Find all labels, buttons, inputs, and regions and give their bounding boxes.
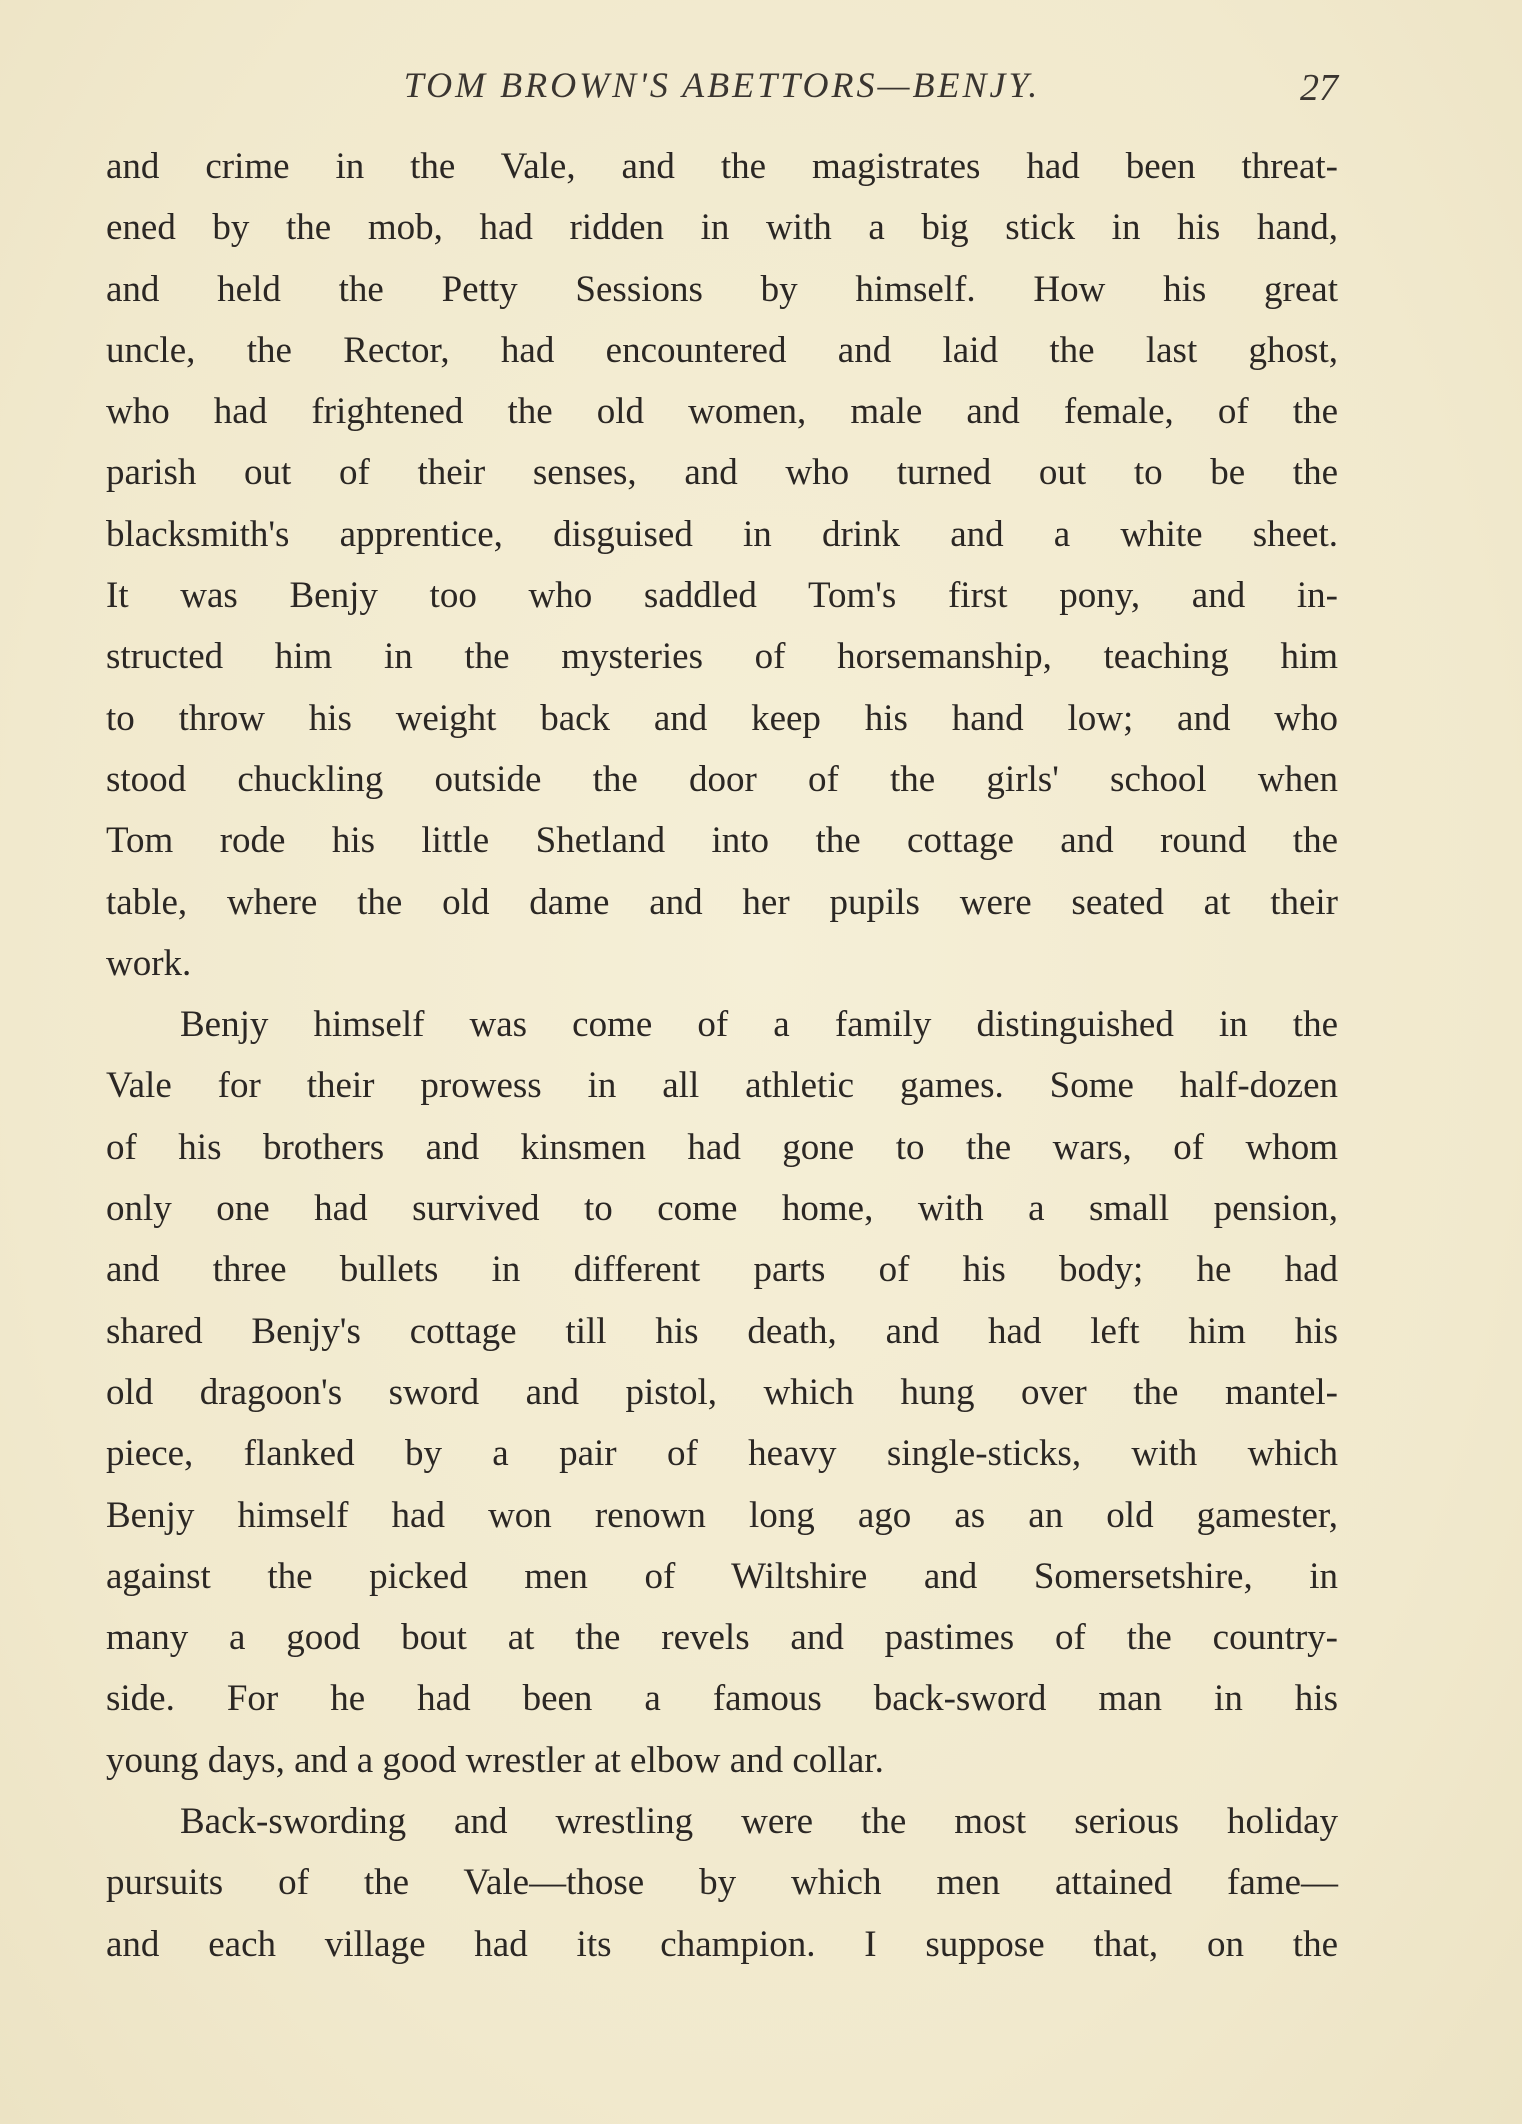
text-line: old dragoon's sword and pistol, which hung over the mantel- xyxy=(106,1371,1338,1413)
text-line: and held the Petty Sessions by himself. How his great xyxy=(106,268,1338,310)
text-line: uncle, the Rector, had encountered and laid the last ghost, xyxy=(106,329,1338,371)
paragraph-end-line: work. xyxy=(106,942,192,984)
text-line: piece, flanked by a pair of heavy single-sticks, with which xyxy=(106,1433,1338,1475)
text-line: to throw his weight back and keep his hand low; and who xyxy=(106,697,1338,739)
text-line: pursuits of the Vale—those by which men attained fame— xyxy=(106,1862,1338,1904)
page-number: 27 xyxy=(1300,67,1338,109)
text-line: and three bullets in different parts of his body; he had xyxy=(106,1249,1338,1291)
text-line: who had frightened the old women, male and female, of the xyxy=(106,391,1338,433)
text-line: side. For he had been a famous back-sword man in his xyxy=(106,1678,1338,1720)
text-line: Tom rode his little Shetland into the cottage and round the xyxy=(106,820,1338,862)
text-line: structed him in the mysteries of horsemanship, teaching him xyxy=(106,636,1338,678)
text-line: of his brothers and kinsmen had gone to the wars, of whom xyxy=(106,1126,1338,1168)
paragraph-end-line: young days, and a good wrestler at elbow and collar. xyxy=(106,1739,884,1781)
text-line: shared Benjy's cottage till his death, and had left him his xyxy=(106,1310,1338,1352)
text-line: Vale for their prowess in all athletic games. Some half-dozen xyxy=(106,1065,1338,1107)
text-line: It was Benjy too who saddled Tom's first pony, and in- xyxy=(106,575,1338,617)
text-line: stood chuckling outside the door of the girls' school when xyxy=(106,758,1338,800)
text-line: blacksmith's apprentice, disguised in drink and a white sheet. xyxy=(106,513,1338,555)
body-text xyxy=(106,136,1338,1975)
text-line: Benjy himself had won renown long ago as an old gamester, xyxy=(106,1494,1338,1536)
text-line: and crime in the Vale, and the magistrates had been threat- xyxy=(106,146,1338,187)
text-line: many a good bout at the revels and pastimes of the country- xyxy=(106,1617,1338,1659)
paragraph-start-line: Benjy himself was come of a family distinguished in the xyxy=(180,1004,1338,1046)
running-head xyxy=(106,64,1338,114)
text-line: ened by the mob, had ridden in with a big stick in his hand, xyxy=(106,207,1338,249)
text-line: against the picked men of Wiltshire and Somersetshire, in xyxy=(106,1555,1338,1597)
paragraph-start-line: Back-swording and wrestling were the most serious holiday xyxy=(180,1801,1338,1843)
text-line: only one had survived to come home, with a small pension, xyxy=(106,1188,1338,1230)
text-line: parish out of their senses, and who turned out to be the xyxy=(106,452,1338,494)
text-line: table, where the old dame and her pupils were seated at their xyxy=(106,881,1338,923)
running-title: TOM BROWN'S ABETTORS—BENJY. xyxy=(403,65,1041,105)
text-line: and each village had its champion. I suppose that, on the xyxy=(106,1923,1338,1965)
